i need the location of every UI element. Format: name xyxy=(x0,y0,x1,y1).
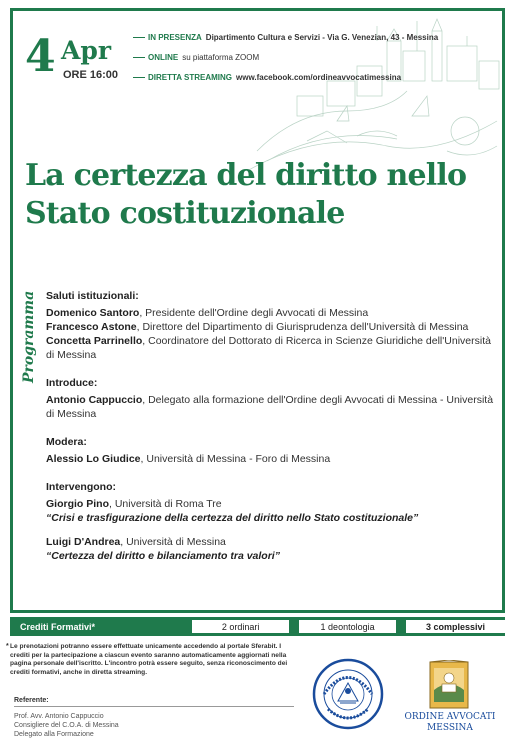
referent-line: Delegato alla Formazione xyxy=(14,731,94,738)
speaker-role: , Università di Messina - Foro di Messina xyxy=(140,453,331,465)
speaker-role: , Università di Roma Tre xyxy=(109,498,222,510)
speaker-entry xyxy=(46,535,501,549)
speaker-entry xyxy=(46,393,501,421)
info-value: su piattaforma ZOOM xyxy=(182,52,260,62)
speaker-name: Luigi D'Andrea xyxy=(46,536,121,548)
order-name xyxy=(402,712,498,734)
section-heading: Saluti istituzionali: xyxy=(46,290,139,302)
info-row-presenza xyxy=(133,27,503,47)
speaker-role: , Direttore del Dipartimento di Giurisprudenza dell'Università di Messina xyxy=(136,321,469,333)
speaker-entry xyxy=(46,320,501,334)
credit-complessivi: 3 complessivi xyxy=(406,620,505,633)
footnote-star: * xyxy=(6,643,9,650)
credits-bar xyxy=(10,617,505,636)
info-key: DIRETTA STREAMING xyxy=(148,72,232,82)
section-intervengono xyxy=(46,480,501,563)
talk-title: “Certezza del diritto e bilanciamento tra valori” xyxy=(46,550,280,562)
event-day: 4 xyxy=(25,31,56,82)
speaker-entry xyxy=(46,306,501,320)
order-name-line-2: MESSINA xyxy=(427,723,473,733)
talk-title: “Crisi e trasfigurazione della certezza del diritto nello Stato costituzionale” xyxy=(46,512,419,524)
speaker-entry xyxy=(46,452,501,466)
speaker-role: , Università di Messina xyxy=(120,536,226,548)
referent-label: Referente: xyxy=(14,697,49,704)
referent-details xyxy=(14,712,119,739)
dash-marker xyxy=(133,77,145,78)
referent-divider xyxy=(14,706,294,707)
section-modera xyxy=(46,435,501,466)
footnote-text: Le prenotazioni potranno essere effettuate unicamente accedendo al portale Sferabit. I crediti per la partecipazione a ciascun evento saranno automaticamente aggiornati nella pagina personale dell'iscritto. L'incontro potrà essere seguito, senza riconoscimento dei crediti formativi, anche in diretta streaming. xyxy=(10,643,288,676)
section-heading: Introduce: xyxy=(46,377,98,389)
university-seal-logo xyxy=(312,657,384,731)
info-key: ONLINE xyxy=(148,52,179,62)
speaker-name: Giorgio Pino xyxy=(46,498,109,510)
speaker-role: , Coordinatore del Dottorato di Ricerca in Scienze Giuridiche dell'Università di Messina xyxy=(46,335,491,361)
speaker-entry xyxy=(46,334,501,362)
credits-label: Crediti Formativi* xyxy=(20,621,96,632)
referent-line: Consigliere del C.O.A. di Messina xyxy=(14,722,119,729)
info-row-online xyxy=(133,47,503,67)
section-saluti xyxy=(46,289,501,362)
program-label: Programma xyxy=(21,290,37,383)
title-line-1: La certezza del diritto nello xyxy=(25,158,467,193)
credit-deontologia: 1 deontologia xyxy=(299,620,396,633)
event-info xyxy=(133,27,503,87)
section-introduce xyxy=(46,376,501,421)
dash-marker xyxy=(133,37,145,38)
speaker-name: Concetta Parrinello xyxy=(46,335,143,347)
streaming-link[interactable]: www.facebook.com/ordineavvocatimessina xyxy=(236,72,402,82)
footnote xyxy=(6,643,300,677)
program xyxy=(46,289,501,577)
section-heading: Intervengono: xyxy=(46,481,116,493)
speaker-name: Domenico Santoro xyxy=(46,307,140,319)
event-time: ORE 16:00 xyxy=(63,69,119,81)
info-key: IN PRESENZA xyxy=(148,32,202,42)
speaker-name: Antonio Cappuccio xyxy=(46,394,143,406)
dash-marker xyxy=(133,57,145,58)
order-crest-logo xyxy=(428,660,470,710)
info-row-streaming xyxy=(133,67,503,87)
speaker-role: , Presidente dell'Ordine degli Avvocati di Messina xyxy=(139,307,369,319)
speaker-name: Alessio Lo Giudice xyxy=(46,453,141,465)
order-name-line-1: ORDINE AVVOCATI xyxy=(404,712,496,722)
speaker-role: , Delegato alla formazione dell'Ordine degli Avvocati di Messina - Università di Messina xyxy=(46,394,494,420)
event-title xyxy=(25,157,495,233)
section-heading: Modera: xyxy=(46,436,87,448)
title-line-2: Stato costituzionale xyxy=(25,196,345,231)
speaker-entry xyxy=(46,497,501,511)
credit-ordinari: 2 ordinari xyxy=(192,620,289,633)
event-month: Apr xyxy=(61,36,112,65)
event-poster xyxy=(10,8,505,613)
referent-line: Prof. Avv. Antonio Cappuccio xyxy=(14,713,104,720)
speaker-name: Francesco Astone xyxy=(46,321,137,333)
info-value: Dipartimento Cultura e Servizi - Via G. Venezian, 43 - Messina xyxy=(205,32,439,42)
